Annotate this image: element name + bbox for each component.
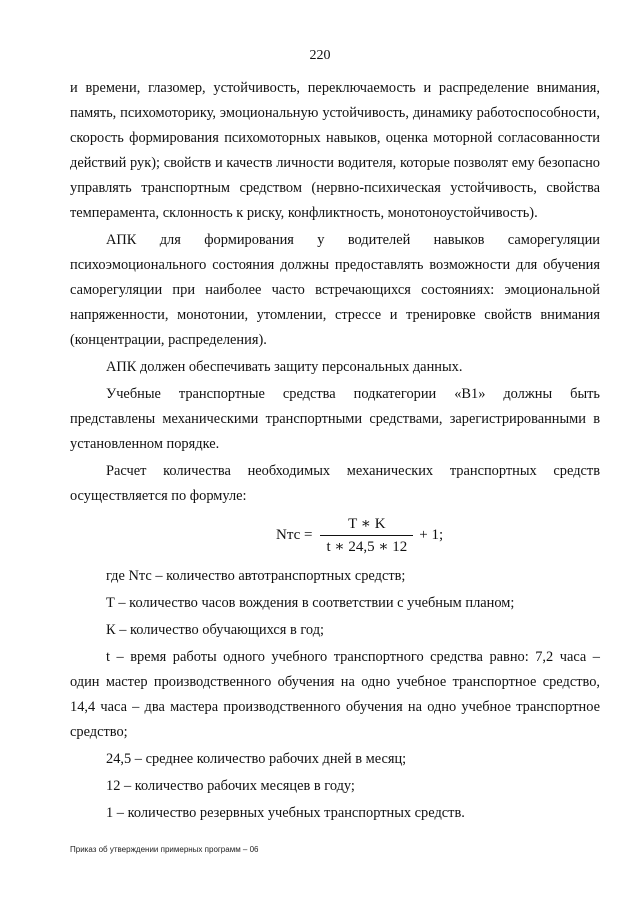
formula-fraction: [320, 514, 413, 557]
paragraph-3: АПК должен обеспечивать защиту персональных данных.: [106, 359, 463, 375]
footer-note: Приказ об утверждении примерных программ – 06: [70, 845, 259, 854]
definition-t-hours: Т – количество часов вождения в соответствии с учебным планом;: [106, 595, 515, 611]
formula-rhs: + 1;: [419, 527, 444, 543]
definition-k: К – количество обучающихся в год;: [106, 622, 325, 638]
definition-ntc: где Nтс – количество автотранспортных средств;: [106, 568, 406, 584]
formula: [276, 514, 443, 557]
definition-months: 12 – количество рабочих месяцев в году;: [106, 778, 355, 794]
paragraph-4: Учебные транспортные средства подкатегории «В1» должны быть представлены механическими транспортными средствами, зарегистрированными в установленном порядке.: [70, 386, 600, 452]
paragraph-2: АПК для формирования у водителей навыков саморегуляции психоэмоционального состояния должны предоставлять возможности для обучения саморегуляции при наиболее часто встречающихся состояниях: эмоциональной напряженности, монотонии, утомлении, стрессе и тренировке свойств внимания (концентрации, распределения).: [70, 232, 600, 348]
document-body: [70, 76, 600, 826]
definition-reserve: 1 – количество резервных учебных транспортных средств.: [106, 805, 465, 821]
paragraph-1: и времени, глазомер, устойчивость, переключаемость и распределение внимания, память, психомоторику, эмоциональную устойчивость, динамику работоспособности, скорость формирования психомоторных навыков, оценка моторной согласованности действий рук); свойств и качеств личности водителя, которые позволят ему безопасно управлять транспортным средством (нервно-психическая устойчивость, свойства темперамента, склонность к риску, конфликтность, монотоноустойчивость).: [70, 80, 600, 221]
formula-lhs: Nтс =: [276, 527, 313, 543]
definition-days: 24,5 – среднее количество рабочих дней в месяц;: [106, 751, 407, 767]
definition-t-time: t – время работы одного учебного транспортного средства равно: 7,2 часа – один мастер производственного обучения на одно учебное транспортное средство, 14,4 часа – два мастера производственного обучения на одно учебное транспортное средство;: [70, 649, 600, 740]
formula-numerator: T ∗ K: [348, 516, 386, 532]
paragraph-5: Расчет количества необходимых механических транспортных средств осуществляется по формуле:: [70, 463, 600, 504]
formula-denominator: t ∗ 24,5 ∗ 12: [320, 535, 413, 557]
page-number: 220: [309, 48, 331, 63]
formula-block: [70, 510, 600, 562]
